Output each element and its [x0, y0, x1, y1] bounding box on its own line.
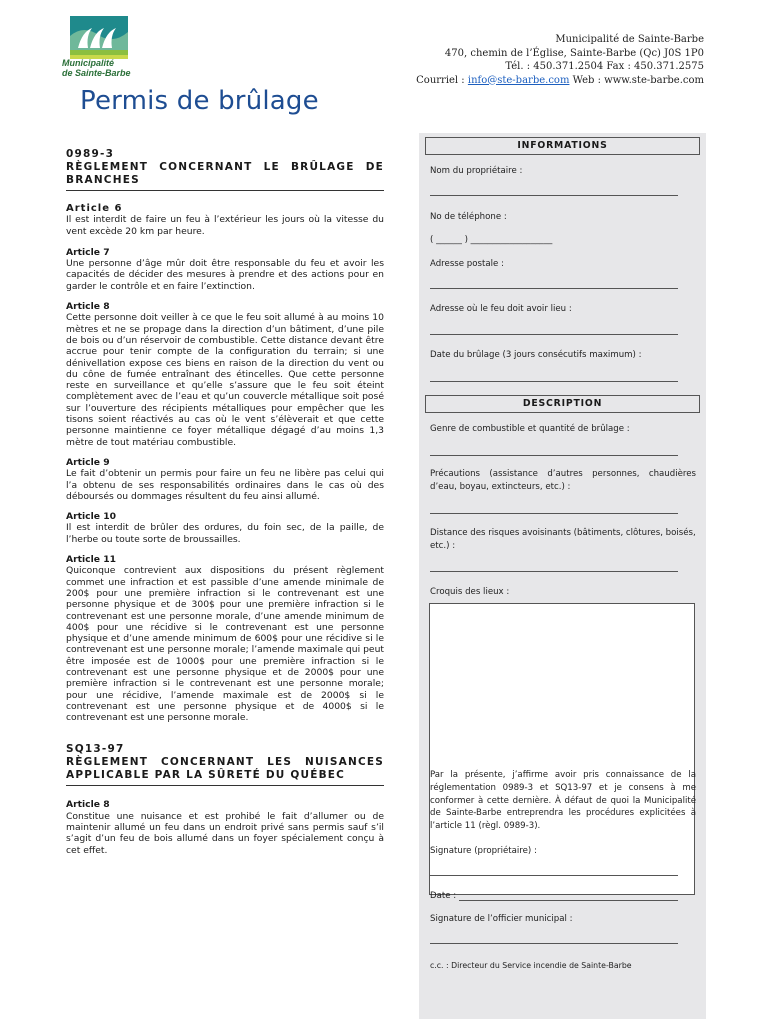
fire-address-field[interactable] — [430, 334, 678, 335]
article-text: Il est interdit de faire un feu à l’extérieur les jours où la vitesse du vent excède 20 km par heure. — [66, 214, 384, 237]
postal-address-label: Adresse postale : — [430, 259, 504, 269]
section1-title: RÈGLEMENT CONCERNANT LE BRÛLAGE DE BRANCHES — [66, 161, 384, 186]
declaration-text: Par la présente, j’affirme avoir pris connaissance de la réglementation 0989-3 et SQ13-97 et je consens à me conformer à cette dernière. À défaut de quoi la Municipalité de Sainte-Barbe entreprendra les procédures explicitées à l’article 11 (règl. 0989-3). — [430, 770, 696, 832]
courriel-label: Courriel : — [416, 74, 465, 86]
contact-name: Municipalité de Sainte-Barbe — [555, 34, 704, 45]
section2-code: SQ13-97 — [66, 743, 125, 756]
precautions-label: Précautions (assistance d’autres personnes, chaudières d’eau, boyau, extincteurs, etc.) : — [430, 469, 696, 492]
postal-address-field[interactable] — [430, 288, 678, 289]
article-heading: Article 8 — [66, 301, 110, 313]
article-6 — [66, 203, 384, 237]
owner-signature-field[interactable] — [430, 875, 678, 876]
informations-heading: INFORMATIONS — [425, 137, 700, 155]
article-heading: Article 11 — [66, 554, 116, 566]
officer-signature-label: Signature de l’officier municipal : — [430, 914, 573, 924]
section2 — [66, 743, 384, 786]
section2-title: RÈGLEMENT CONCERNANT LES NUISANCES APPLICABLE PAR LA SÛRETÉ DU QUÉBEC — [66, 756, 384, 782]
owner-signature-label: Signature (propriétaire) : — [430, 846, 537, 856]
contact-phone-fax: Tél. : 450.371.2504 Fax : 450.371.2575 — [505, 61, 704, 72]
fuel-field[interactable] — [430, 455, 678, 456]
officer-signature-field[interactable] — [430, 943, 678, 944]
phone-label: No de téléphone : — [430, 212, 507, 222]
contact-email-web — [416, 74, 704, 88]
article-8 — [66, 301, 384, 448]
cc-note: c.c. : Directeur du Service incendie de Sainte-Barbe — [430, 961, 632, 970]
article-text: Il est interdit de brûler des ordures, du foin sec, de la paille, de l’herbe ou toute sorte de broussailles. — [66, 522, 384, 545]
section1-divider — [66, 190, 384, 191]
article-text: Constitue une nuisance et est prohibé le fait d’allumer ou de maintenir allumé un feu dans un endroit privé sans permis sauf s’il s’agit d’un feu de bois allumé dans un foyer spécialement conçu à cet effet. — [66, 810, 384, 856]
web-text: Web : www.ste-barbe.com — [572, 74, 704, 86]
article-9 — [66, 457, 384, 502]
contact-address: 470, chemin de l’Église, Sainte-Barbe (Qc) J0S 1P0 — [444, 47, 704, 59]
sketch-label: Croquis des lieux : — [430, 587, 510, 597]
logo-text — [62, 58, 131, 78]
article-heading: Article 9 — [66, 456, 110, 468]
article-10 — [66, 511, 384, 545]
email-link[interactable]: info@ste-barbe.com — [467, 74, 570, 86]
article-11 — [66, 554, 384, 723]
distance-field[interactable] — [430, 571, 678, 572]
description-heading: DESCRIPTION — [425, 395, 700, 413]
distance-label: Distance des risques avoisinants (bâtiments, clôtures, boisés, etc.) : — [430, 528, 696, 551]
fire-address-label: Adresse où le feu doit avoir lieu : — [430, 304, 572, 314]
article-heading: Article 6 — [66, 203, 123, 214]
precautions-field[interactable] — [430, 513, 678, 514]
page-title: Permis de brûlage — [80, 86, 319, 116]
date2-field[interactable] — [459, 900, 678, 901]
article-7 — [66, 247, 384, 292]
article-heading: Article 10 — [66, 511, 116, 523]
burn-date-field[interactable] — [430, 381, 678, 382]
section1-code: 0989-3 — [66, 148, 115, 160]
article-text: Cette personne doit veiller à ce que le feu soit allumé à au moins 10 mètres et ne se propage dans la direction d’un bâtiment, d’une pile de bois ou d’un réservoir de combustible. Cette distance devant être accrue pour tenir compte de la configuration du terrain; si une dénivellation expose ces biens en raison de la direction du vent ou du cône de fumée entraînant des étincelles. Que cette personne reste en surveillance et qu’elle s’assure que le feu soit éteint complètement avec de l’eau et qu’un couvercle métallique soit posé sur l’ouverture des récipients métalliques pour empêcher que les tisons soient réactivés au cas où le vent s’élèverait et que cette personne maintienne ce foyer métallique dégagé d’au moins 1,3 mètre de tout matériau combustible. — [66, 312, 384, 448]
article-text: Le fait d’obtenir un permis pour faire un feu ne libère pas celui qui l’a obtenu de ses responsabilités ordinaires dans le cas où des déboursés ou dommages résultent du feu ainsi allumé. — [66, 468, 384, 502]
burn-date-label: Date du brûlage (3 jours consécutifs maximum) : — [430, 350, 642, 360]
regulations-column — [66, 148, 384, 856]
owner-name-field[interactable] — [430, 195, 678, 196]
phone-field[interactable]: ( ______ ) ___________________ — [430, 235, 553, 245]
logo-text-line1: Municipalité — [62, 58, 115, 68]
article-text: Quiconque contrevient aux dispositions du présent règlement commet une infraction et est passible d’une amende minimale de 200$ pour une première infraction si le contrevenant est une personne physique et de 300$ pour une première infraction si le contrevenant est une personne morale, d’une amende minimum de 400$ pour une récidive si le contrevenant est une personne physique et d’une amende minimum de 600$ pour une récidive si le contrevenant est une personne morale; l’amende maximale qui peut être imposée est de 1000$ pour une première infraction si le contrevenant est une personne physique et de 2000$ pour une première infraction si le contrevenant est une personne morale; pour une récidive, l’amende maximale est de 2000$ si le contrevenant est une personne physique et de 4000$ si le contrevenant est une personne morale. — [66, 565, 384, 724]
article-heading: Article 8 — [66, 799, 110, 811]
article-heading: Article 7 — [66, 246, 110, 258]
logo-text-line2: de Sainte-Barbe — [62, 68, 131, 78]
contact-block — [416, 33, 704, 87]
sq-article-8 — [66, 799, 384, 855]
date2-label: Date : — [430, 891, 457, 901]
permit-form-panel — [419, 133, 706, 1019]
section2-divider — [66, 785, 384, 786]
fuel-label: Genre de combustible et quantité de brûlage : — [430, 424, 630, 434]
article-text: Une personne d’âge mûr doit être responsable du feu et avoir les capacités de décider des mesures à prendre et des actions pour en garder le contrôle et en faire l’extinction. — [66, 258, 384, 292]
owner-name-label: Nom du propriétaire : — [430, 166, 523, 176]
